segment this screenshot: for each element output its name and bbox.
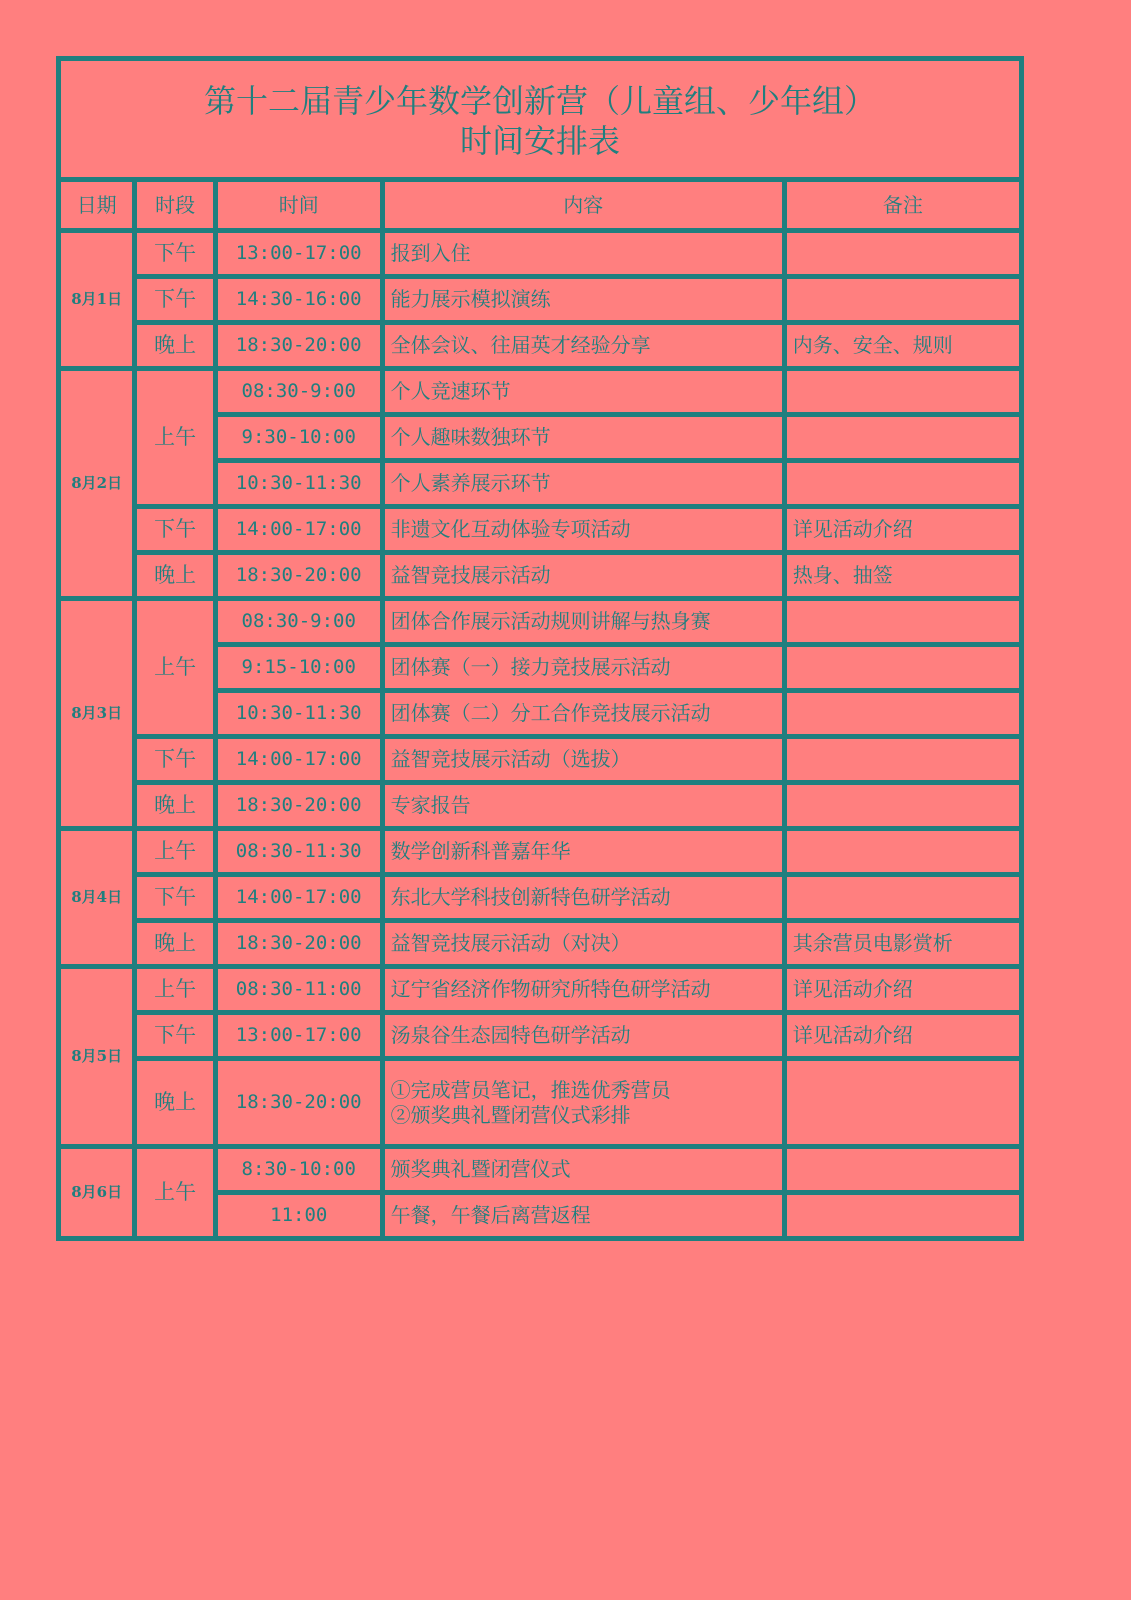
title-line-1: 第十二届青少年数学创新营（儿童组、少年组） (203, 82, 876, 120)
page-title (59, 59, 1022, 180)
table-row (59, 1013, 1022, 1059)
table-row (59, 875, 1022, 921)
content-cell: 团体赛（一）接力竞技展示活动 (382, 645, 784, 691)
title-line-2: 时间安排表 (459, 122, 620, 160)
note-cell (784, 277, 1021, 323)
content-cell: 汤泉谷生态园特色研学活动 (382, 1013, 784, 1059)
content-line-2: ②颁奖典礼暨闭营仪式彩排 (390, 1102, 631, 1127)
note-cell (784, 415, 1021, 461)
table-row (59, 323, 1022, 369)
table-row (59, 737, 1022, 783)
time-cell: 10:30-11:30 (215, 461, 382, 507)
time-cell: 08:30-9:00 (215, 599, 382, 645)
time-cell: 9:30-10:00 (215, 415, 382, 461)
note-cell (784, 737, 1021, 783)
note-cell: 热身、抽签 (784, 553, 1021, 599)
content-cell: 团体赛（二）分工合作竞技展示活动 (382, 691, 784, 737)
time-cell: 14:00-17:00 (215, 737, 382, 783)
note-cell: 详见活动介绍 (784, 1013, 1021, 1059)
note-cell (784, 231, 1021, 277)
table-row (59, 829, 1022, 875)
time-cell: 08:30-9:00 (215, 369, 382, 415)
schedule-sheet (56, 56, 1024, 1241)
note-cell (784, 1147, 1021, 1193)
time-cell: 18:30-20:00 (215, 1059, 382, 1147)
time-cell: 18:30-20:00 (215, 323, 382, 369)
time-cell: 14:30-16:00 (215, 277, 382, 323)
note-cell (784, 1193, 1021, 1239)
content-cell: 益智竞技展示活动（选拔） (382, 737, 784, 783)
content-cell: 非遗文化互动体验专项活动 (382, 507, 784, 553)
date-cell: 8月6日 (59, 1147, 135, 1239)
period-cell: 上午 (135, 1147, 215, 1239)
time-cell: 9:15-10:00 (215, 645, 382, 691)
time-cell: 11:00 (215, 1193, 382, 1239)
period-cell: 上午 (135, 967, 215, 1013)
note-cell: 其余营员电影赏析 (784, 921, 1021, 967)
time-cell: 10:30-11:30 (215, 691, 382, 737)
note-cell (784, 875, 1021, 921)
note-cell: 详见活动介绍 (784, 507, 1021, 553)
table-row (59, 783, 1022, 829)
period-cell: 下午 (135, 1013, 215, 1059)
period-cell: 晚上 (135, 553, 215, 599)
content-cell: 个人素养展示环节 (382, 461, 784, 507)
period-cell: 上午 (135, 829, 215, 875)
time-cell: 13:00-17:00 (215, 1013, 382, 1059)
note-cell (784, 691, 1021, 737)
table-row (59, 1147, 1022, 1193)
header-time: 时间 (215, 180, 382, 231)
table-row (59, 1059, 1022, 1147)
period-cell: 下午 (135, 231, 215, 277)
content-cell: 报到入住 (382, 231, 784, 277)
content-cell: 能力展示模拟演练 (382, 277, 784, 323)
period-cell: 晚上 (135, 323, 215, 369)
table-row (59, 921, 1022, 967)
schedule-table (56, 56, 1024, 1241)
period-cell: 晚上 (135, 783, 215, 829)
table-row (59, 277, 1022, 323)
date-cell: 8月1日 (59, 231, 135, 369)
header-content: 内容 (382, 180, 784, 231)
time-cell: 14:00-17:00 (215, 875, 382, 921)
content-cell: 辽宁省经济作物研究所特色研学活动 (382, 967, 784, 1013)
title-row (59, 59, 1022, 180)
period-cell: 晚上 (135, 1059, 215, 1147)
content-cell: 数学创新科普嘉年华 (382, 829, 784, 875)
header-row (59, 180, 1022, 231)
content-line-1: ①完成营员笔记，推选优秀营员 (390, 1077, 671, 1102)
note-cell: 内务、安全、规则 (784, 323, 1021, 369)
content-cell: 专家报告 (382, 783, 784, 829)
note-cell (784, 1059, 1021, 1147)
period-cell: 下午 (135, 737, 215, 783)
period-cell: 上午 (135, 369, 215, 507)
table-row (59, 231, 1022, 277)
period-cell: 下午 (135, 875, 215, 921)
time-cell: 8:30-10:00 (215, 1147, 382, 1193)
table-row (59, 599, 1022, 645)
time-cell: 08:30-11:00 (215, 967, 382, 1013)
table-row (59, 967, 1022, 1013)
period-cell: 下午 (135, 507, 215, 553)
date-cell: 8月4日 (59, 829, 135, 967)
content-cell: 益智竞技展示活动（对决） (382, 921, 784, 967)
content-cell: 午餐，午餐后离营返程 (382, 1193, 784, 1239)
period-cell: 上午 (135, 599, 215, 737)
time-cell: 14:00-17:00 (215, 507, 382, 553)
header-period: 时段 (135, 180, 215, 231)
content-cell (382, 1059, 784, 1147)
time-cell: 18:30-20:00 (215, 783, 382, 829)
time-cell: 13:00-17:00 (215, 231, 382, 277)
note-cell (784, 599, 1021, 645)
table-row (59, 507, 1022, 553)
content-cell: 益智竞技展示活动 (382, 553, 784, 599)
time-cell: 18:30-20:00 (215, 921, 382, 967)
note-cell (784, 645, 1021, 691)
content-cell: 东北大学科技创新特色研学活动 (382, 875, 784, 921)
date-cell: 8月5日 (59, 967, 135, 1147)
note-cell (784, 461, 1021, 507)
period-cell: 晚上 (135, 921, 215, 967)
content-cell: 个人趣味数独环节 (382, 415, 784, 461)
date-cell: 8月2日 (59, 369, 135, 599)
note-cell (784, 783, 1021, 829)
header-note: 备注 (784, 180, 1021, 231)
time-cell: 18:30-20:00 (215, 553, 382, 599)
table-row (59, 369, 1022, 415)
content-cell: 颁奖典礼暨闭营仪式 (382, 1147, 784, 1193)
period-cell: 下午 (135, 277, 215, 323)
content-cell: 个人竞速环节 (382, 369, 784, 415)
table-row (59, 553, 1022, 599)
note-cell (784, 829, 1021, 875)
content-cell: 全体会议、往届英才经验分享 (382, 323, 784, 369)
header-date: 日期 (59, 180, 135, 231)
content-cell: 团体合作展示活动规则讲解与热身赛 (382, 599, 784, 645)
time-cell: 08:30-11:30 (215, 829, 382, 875)
note-cell: 详见活动介绍 (784, 967, 1021, 1013)
date-cell: 8月3日 (59, 599, 135, 829)
note-cell (784, 369, 1021, 415)
